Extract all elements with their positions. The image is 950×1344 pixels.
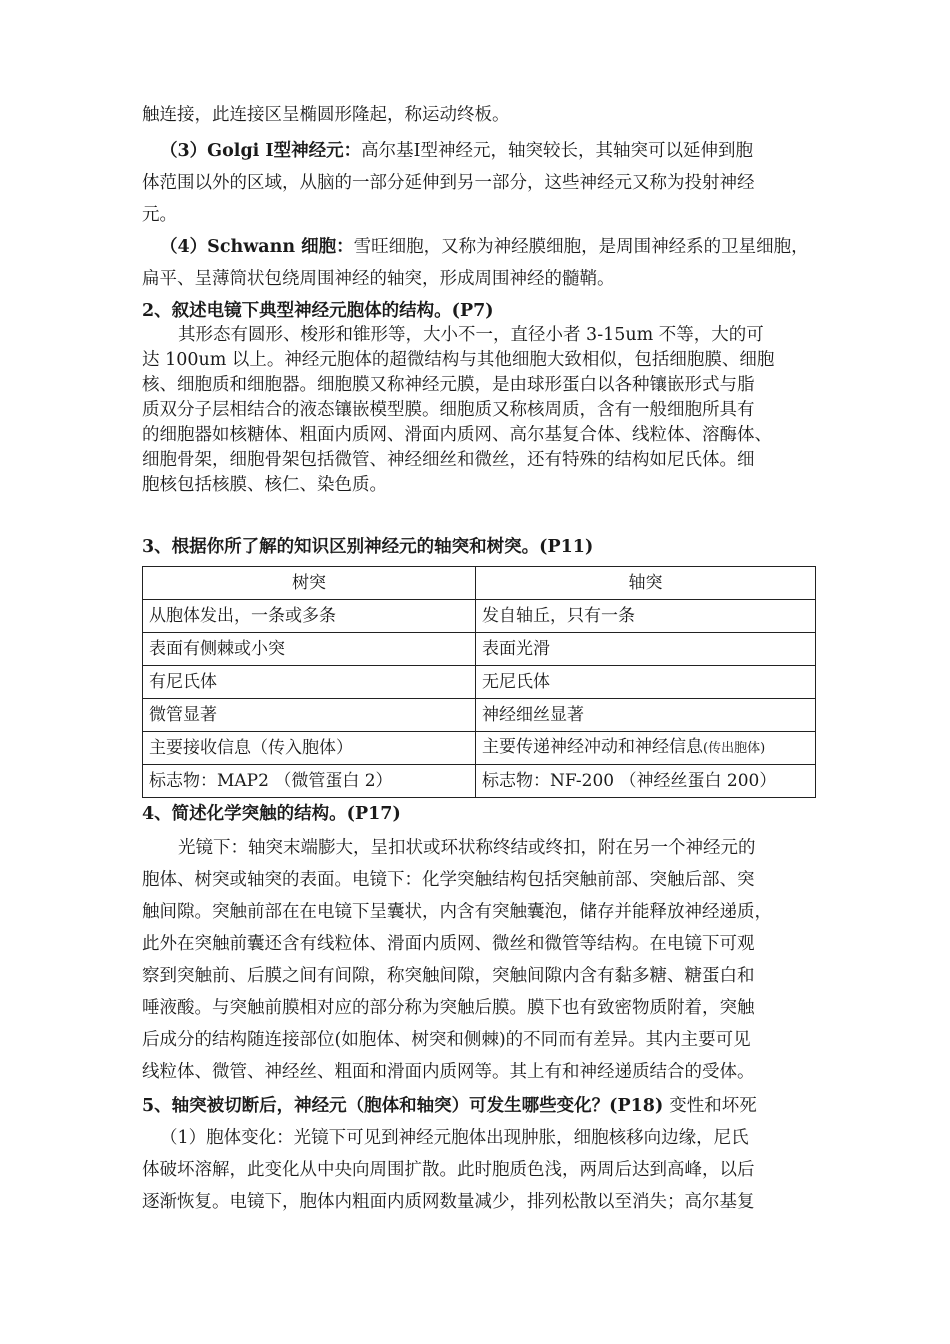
golgi-paragraph — [160, 139, 753, 163]
table-row — [143, 732, 816, 765]
table-cell: 标志物：MAP2 （微管蛋白 2） — [143, 765, 476, 798]
table-cell: 表面光滑 — [476, 633, 816, 666]
table-cell: 发自轴丘，只有一条 — [476, 600, 816, 633]
paragraph-line: 胞核包括核膜、核仁、染色质。 — [142, 475, 387, 495]
question-5-heading — [142, 1094, 757, 1118]
dendrite-axon-table — [142, 566, 816, 798]
paragraph-line: 质双分子层相结合的液态镶嵌模型膜。细胞质又称核周质，含有一般细胞所具有 — [142, 400, 755, 420]
table-cell-suffix: (传出胞体) — [703, 741, 766, 756]
table-cell: 表面有侧棘或小突 — [143, 633, 476, 666]
paragraph-line: 逐渐恢复。电镜下，胞体内粗面内质网数量减少，排列松散以至消失；高尔基复 — [142, 1192, 755, 1212]
table-cell: 主要接收信息（传入胞体） — [143, 732, 476, 765]
schwann-definition: 雪旺细胞，又称为神经膜细胞，是周围神经系的卫星细胞， — [353, 237, 809, 257]
paragraph-line: 体破坏溶解，此变化从中央向周围扩散。此时胞质色浅，两周后达到高峰，以后 — [142, 1160, 755, 1180]
schwann-term: （4）Schwann 细胞： — [160, 237, 354, 257]
paragraph-line: 光镜下：轴突末端膨大，呈扣状或环状称终结或终扣，附在另一个神经元的 — [178, 838, 756, 858]
paragraph-line: 唾液酸。与突触前膜相对应的部分称为突触后膜。膜下也有致密物质附着，突触 — [142, 998, 755, 1018]
paragraph-line: 细胞骨架，细胞骨架包括微管、神经细丝和微丝，还有特殊的结构如尼氏体。细 — [142, 450, 755, 470]
table-header-row — [143, 567, 816, 600]
paragraph-line: 核、细胞质和细胞器。细胞膜又称神经元膜，是由球形蛋白以各种镶嵌形式与脂 — [142, 375, 755, 395]
table-cell: 标志物：NF-200 （神经丝蛋白 200） — [476, 765, 816, 798]
table-row — [143, 666, 816, 699]
paragraph-line: 察到突触前、后膜之间有间隙，称突触间隙，突触间隙内含有黏多糖、糖蛋白和 — [142, 966, 755, 986]
question-5-heading-text: 5、轴突被切断后，神经元（胞体和轴突）可发生哪些变化？(P18) — [142, 1096, 664, 1116]
table-cell: 从胞体发出，一条或多条 — [143, 600, 476, 633]
table-row — [143, 699, 816, 732]
table-row — [143, 633, 816, 666]
golgi-term: （3）Golgi Ⅰ型神经元： — [160, 141, 362, 161]
table-cell: 无尼氏体 — [476, 666, 816, 699]
schwann-paragraph — [160, 235, 809, 259]
paragraph-line: 其形态有圆形、梭形和锥形等，大小不一，直径小者 3-15um 不等，大的可 — [178, 325, 764, 345]
paragraph-line: 元。 — [142, 205, 177, 225]
paragraph-line: 扁平、呈薄筒状包绕周围神经的轴突，形成周围神经的髓鞘。 — [142, 269, 615, 289]
question-4-heading: 4、简述化学突触的结构。(P17) — [142, 804, 401, 824]
table-header-axon: 轴突 — [476, 567, 816, 600]
table-cell: 神经细丝显著 — [476, 699, 816, 732]
paragraph-line: （1）胞体变化：光镜下可见到神经元胞体出现肿胀，细胞核移向边缘，尼氏 — [160, 1128, 749, 1148]
question-2-heading: 2、叙述电镜下典型神经元胞体的结构。(P7) — [142, 301, 494, 321]
table-row — [143, 600, 816, 633]
table-cell: 微管显著 — [143, 699, 476, 732]
paragraph-line: 的细胞器如核糖体、粗面内质网、滑面内质网、高尔基复合体、线粒体、溶酶体、 — [142, 425, 772, 445]
golgi-definition: 高尔基Ⅰ型神经元，轴突较长，其轴突可以延伸到胞 — [361, 141, 754, 161]
table-header-dendrite: 树突 — [143, 567, 476, 600]
table-row — [143, 765, 816, 798]
table-cell — [476, 732, 816, 765]
question-3-heading: 3、根据你所了解的知识区别神经元的轴突和树突。(P11) — [142, 537, 594, 557]
paragraph-line: 后成分的结构随连接部位(如胞体、树突和侧棘)的不同而有差异。其内主要可见 — [142, 1030, 751, 1050]
paragraph-line: 胞体、树突或轴突的表面。电镜下：化学突触结构包括突触前部、突触后部、突 — [142, 870, 755, 890]
question-5-note: 变性和坏死 — [669, 1096, 757, 1116]
table-cell-text: 主要传递神经冲动和神经信息 — [482, 737, 703, 757]
paragraph-line: 触连接，此连接区呈椭圆形隆起，称运动终板。 — [142, 105, 510, 125]
table-cell: 有尼氏体 — [143, 666, 476, 699]
paragraph-line: 触间隙。突触前部在在电镜下呈囊状，内含有突触囊泡，储存并能释放神经递质， — [142, 902, 772, 922]
paragraph-line: 达 100um 以上。神经元胞体的超微结构与其他细胞大致相似，包括细胞膜、细胞 — [142, 350, 775, 370]
paragraph-line: 此外在突触前囊还含有线粒体、滑面内质网、微丝和微管等结构。在电镜下可观 — [142, 934, 755, 954]
paragraph-line: 体范围以外的区域，从脑的一部分延伸到另一部分，这些神经元又称为投射神经 — [142, 173, 755, 193]
paragraph-line: 线粒体、微管、神经丝、粗面和滑面内质网等。其上有和神经递质结合的受体。 — [142, 1062, 755, 1082]
